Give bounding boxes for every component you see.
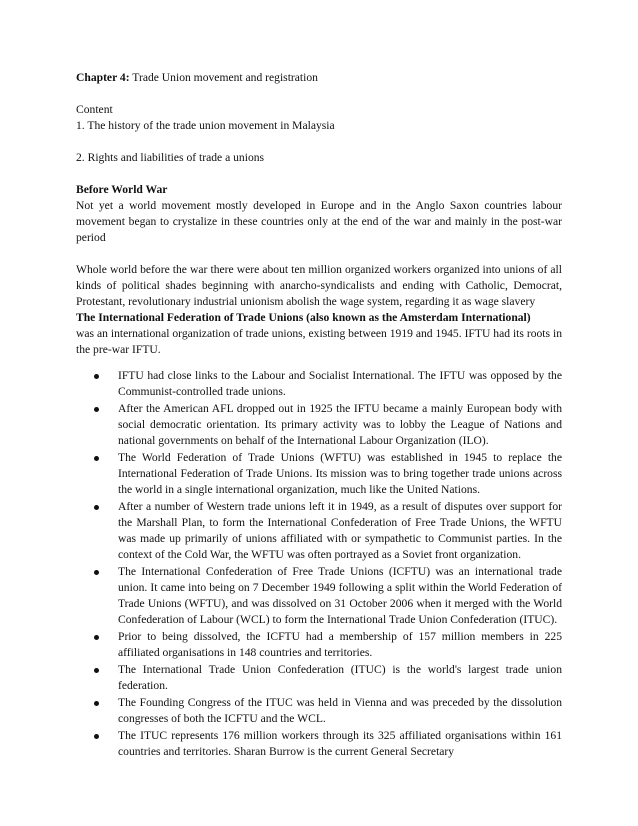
bullet-icon [94,505,99,510]
bullet-icon [94,668,99,673]
bullet-item: Prior to being dissolved, the ICFTU had a membership of 157 million members in 225 affiliated organisations in 148 countries and territories. [76,629,562,661]
bullet-icon [94,374,99,379]
bullet-icon [94,570,99,575]
chapter-title: Trade Union movement and registration [132,71,318,84]
chapter-heading [76,70,562,86]
content-heading: Content [76,103,113,116]
bullet-item: The Founding Congress of the ITUC was held in Vienna and was preceded by the dissolution congresses of both the ICFTU and the WCL. [76,695,562,727]
bullet-icon [94,456,99,461]
bullet-item: After the American AFL dropped out in 1925 the IFTU became a mainly European body with social democratic orientation. Its primary activity was to lobby the League of Nations and national governments on behalf of the International Labour Organization (ILO). [76,401,562,449]
paragraph-before-war-1: Not yet a world movement mostly developed in Europe and in the Anglo Saxon countries labour movement began to crystalize in these countries only at the end of the war and mainly in the post-war period [76,199,562,244]
bullet-item: The International Confederation of Free Trade Unions (ICFTU) was an international trade union. It came into being on 7 December 1949 following a split within the World Federation of Trade Unions (WFTU), and was dissolved on 31 October 2006 when it merged with the World Confederation of Labour (WCL) to form the International Trade Union Confederation (ITUC). [76,564,562,628]
bullet-item: The ITUC represents 176 million workers through its 325 affiliated organisations within 161 countries and territories. Sharan Burrow is the current General Secretary [76,728,562,760]
bullet-item: After a number of Western trade unions left it in 1949, as a result of disputes over support for the Marshall Plan, to form the International Confederation of Free Trade Unions, the WFTU was made up primarily of unions affiliated with or sympathetic to Communist parties. In the context of the Cold War, the WFTU was often portrayed as a Soviet front organization. [76,499,562,563]
content-item-2: 2. Rights and liabilities of trade a unions [76,151,265,164]
iftu-paragraph: was an international organization of trade unions, existing between 1919 and 1945. IFTU had its roots in the pre-war IFTU. [76,327,562,356]
paragraph-before-war-2: Whole world before the war there were about ten million organized workers organized into unions of all kinds of political shades beginning with anarcho-syndicalists and ending with Catholic, Democrat, Protestant, revolutionary industrial unionism abolish the wage system, regarding it as wage slavery [76,263,562,308]
bullet-item: IFTU had close links to the Labour and Socialist International. The IFTU was opposed by the Communist-controlled trade unions. [76,368,562,400]
document-page [76,70,562,761]
section-heading-before-war: Before World War [76,183,168,196]
bullet-icon [94,701,99,706]
bullet-item: The World Federation of Trade Unions (WFTU) was established in 1945 to replace the International Federation of Trade Unions. Its mission was to bring together trade unions across the world in a single international organization, much like the United Nations. [76,450,562,498]
bullet-icon [94,635,99,640]
bullet-item: The International Trade Union Confederation (ITUC) is the world's largest trade union federation. [76,662,562,694]
bullet-icon [94,734,99,739]
bullet-list [76,368,562,760]
iftu-heading: The International Federation of Trade Unions (also known as the Amsterdam International) [76,311,531,324]
bullet-icon [94,407,99,412]
chapter-label: Chapter 4: [76,71,130,84]
content-item-1: 1. The history of the trade union movement in Malaysia [76,119,335,132]
